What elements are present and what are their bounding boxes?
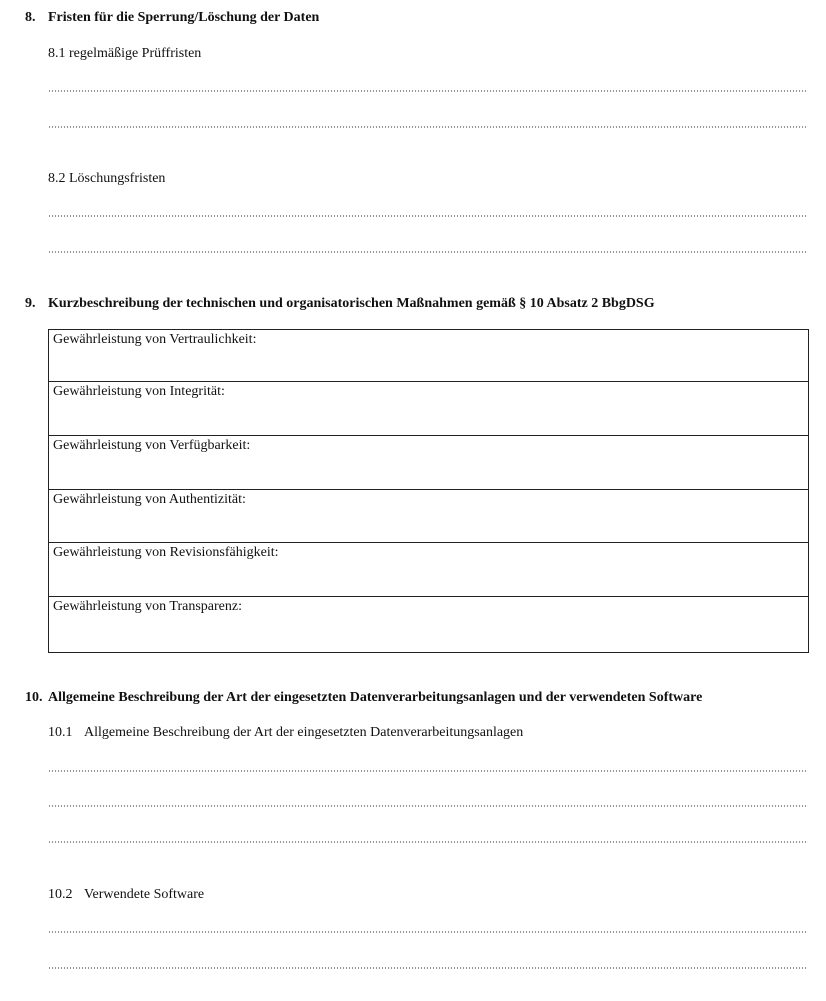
table-row-label: Gewährleistung von Authentizität: xyxy=(53,492,246,507)
section-9-number: 9. xyxy=(25,296,36,311)
fill-line[interactable] xyxy=(48,770,808,772)
subsection-8-1-label: 8.1 regelmäßige Prüffristen xyxy=(48,46,202,61)
fill-line[interactable] xyxy=(48,126,808,128)
section-8-number: 8. xyxy=(25,10,36,25)
table-row-label: Gewährleistung von Transparenz: xyxy=(53,599,242,614)
subsection-10-2-label: Verwendete Software xyxy=(84,887,205,902)
fill-line[interactable] xyxy=(48,805,808,807)
table-row[interactable] xyxy=(49,435,808,489)
fill-line[interactable] xyxy=(48,251,808,253)
measures-table xyxy=(48,329,809,653)
section-10-title: Allgemeine Beschreibung der Art der eingesetzten Datenverarbeitungsanlagen und der verwendeten Software xyxy=(48,690,703,705)
fill-line[interactable] xyxy=(48,90,808,92)
table-row-label: Gewährleistung von Integrität: xyxy=(53,384,225,399)
fill-line[interactable] xyxy=(48,215,808,217)
subsection-10-1-label: Allgemeine Beschreibung der Art der eingesetzten Datenverarbeitungsanlagen xyxy=(84,725,524,740)
section-10-number: 10. xyxy=(25,690,43,705)
fill-line[interactable] xyxy=(48,967,808,969)
fill-line[interactable] xyxy=(48,931,808,933)
subsection-8-2-label: 8.2 Löschungsfristen xyxy=(48,171,166,186)
table-row[interactable] xyxy=(49,330,808,381)
fill-line[interactable] xyxy=(48,841,808,843)
table-row-label: Gewährleistung von Revisionsfähigkeit: xyxy=(53,545,279,560)
table-row[interactable] xyxy=(49,596,808,652)
section-9-title: Kurzbeschreibung der technischen und organisatorischen Maßnahmen gemäß § 10 Absatz 2 BbgDSG xyxy=(48,296,655,311)
section-8-title: Fristen für die Sperrung/Löschung der Daten xyxy=(48,10,320,25)
subsection-10-1-number: 10.1 xyxy=(48,725,73,740)
table-row[interactable] xyxy=(49,489,808,542)
table-row[interactable] xyxy=(49,381,808,435)
table-row-label: Gewährleistung von Verfügbarkeit: xyxy=(53,438,251,453)
table-row-label: Gewährleistung von Vertraulichkeit: xyxy=(53,332,257,347)
table-row[interactable] xyxy=(49,542,808,596)
subsection-10-2-number: 10.2 xyxy=(48,887,73,902)
